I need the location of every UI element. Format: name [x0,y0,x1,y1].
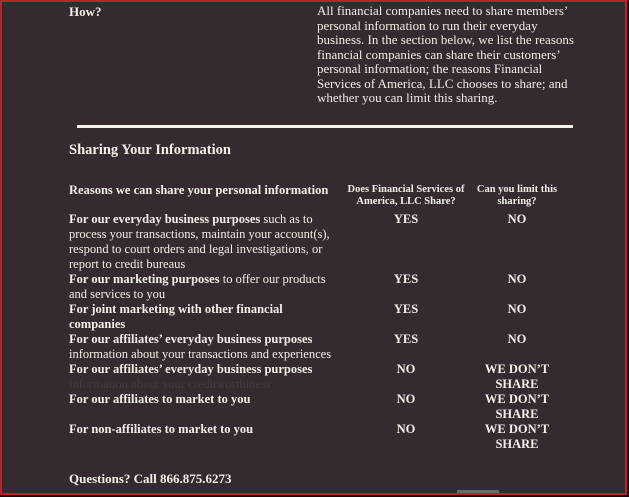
share-cell: YES [393,211,419,226]
section-divider [77,125,573,128]
reason-cell [69,212,345,272]
reason-bold-text: For our everyday business purposes [69,211,261,226]
reason-bold-text: For our marketing purposes [69,271,220,286]
limit-column-header-line1: Can you limit this [476,183,558,195]
table-header-row [69,184,581,209]
reason-bold-text: For non-affiliates to market to you [69,421,254,436]
table-row [69,392,581,422]
reason-bold-text: For our affiliates’ everyday business purposes [69,331,313,346]
limit-cell: NO [507,211,527,226]
reason-bold-text: For joint marketing with other financial companies [69,301,283,331]
horizontal-scrollbar-thumb[interactable] [457,490,499,495]
how-description: All financial companies need to share members’ personal information to run their everyday business. In the section below, we list the reasons financial companies can share their customers’ personal information; the reasons Financial Services of America, LLC chooses to share; and whether you can limit this sharing. [317,3,574,105]
table-row [69,302,581,332]
reason-cell [69,422,345,437]
reason-cell [69,302,345,332]
table-row [69,362,581,392]
reason-cell [69,332,345,362]
limit-cell: NO [507,331,527,346]
share-cell: YES [393,271,419,286]
limit-cell: NO [507,301,527,316]
share-cell: NO [396,361,416,376]
limit-cell: WE DON’T SHARE [484,361,550,391]
questions-phone-line: Questions? Call 866.875.6273 [69,470,232,486]
table-row [69,212,581,272]
table-row [69,332,581,362]
share-cell: NO [396,421,416,436]
limit-cell: NO [507,271,527,286]
page-content [69,4,581,486]
limit-column-header-line2: sharing? [497,196,537,207]
table-row [69,272,581,302]
reason-bold-text: For our affiliates’ everyday business purposes [69,361,313,376]
share-cell: NO [396,391,416,406]
section-heading: Sharing Your Information [69,141,231,158]
share-cell: YES [393,301,419,316]
share-cell: YES [393,331,419,346]
how-label: How? [69,4,102,19]
reason-rest-text: to offer our products and services to you [69,271,326,301]
reason-cell [69,272,345,302]
reason-faint-text: information about your creditworthiness [69,376,271,391]
reason-bold-text: For our affiliates to market to you [69,391,251,406]
how-section [69,4,581,106]
share-column-header-line2: America, LLC Share? [356,196,456,207]
reason-cell [69,392,345,407]
sharing-table [69,184,581,452]
table-row [69,422,581,452]
reason-rest-text: information about your transactions and experiences [69,346,332,361]
reasons-column-header: Reasons we can share your personal information [69,182,329,197]
reason-rest-text: such as to process your transactions, maintain your account(s), respond to court orders and legal investigations, or report to credit bureaus [69,211,330,271]
limit-cell: WE DON’T SHARE [484,391,550,421]
share-column-header [345,184,467,209]
limit-column-header [467,184,567,209]
share-column-header-line1: Does Financial Services of [347,183,465,195]
reason-cell [69,362,345,392]
limit-cell: WE DON’T SHARE [484,421,550,451]
